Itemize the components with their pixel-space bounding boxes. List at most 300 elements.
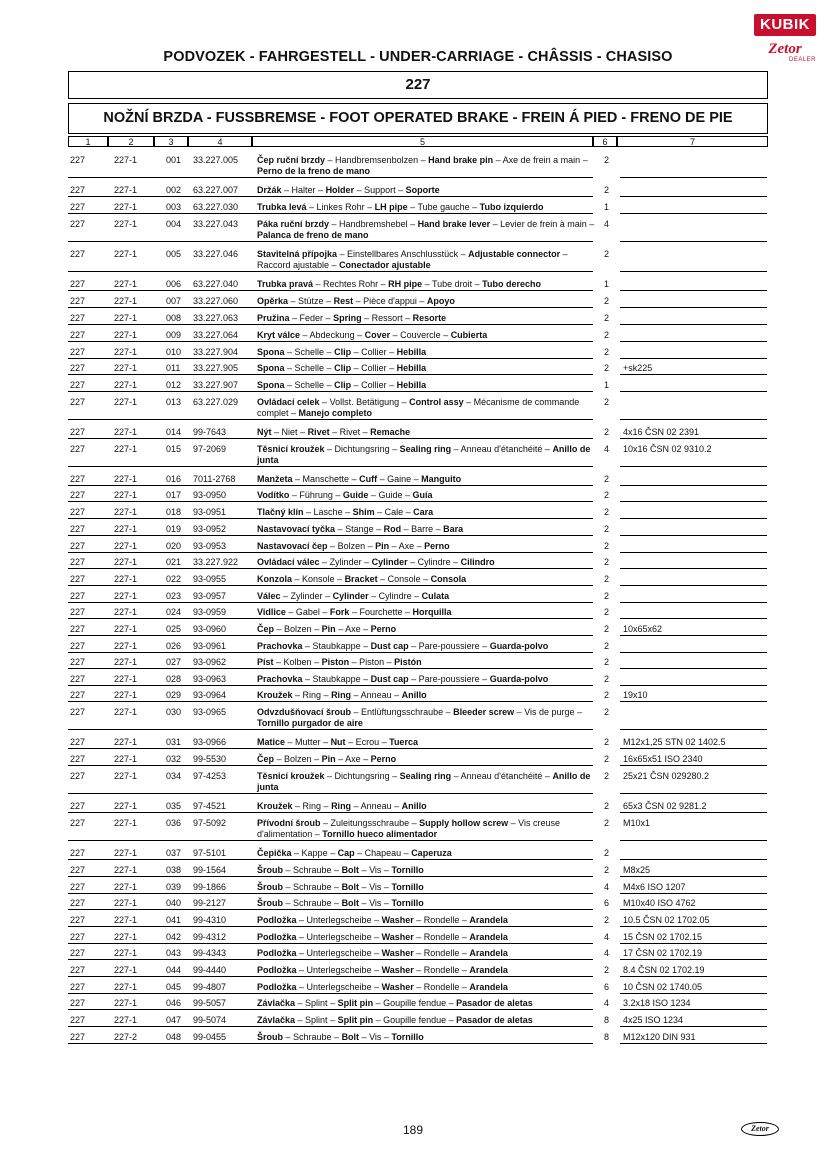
- description-4: Anneau d'étanchéité: [460, 444, 543, 454]
- description-3: Dust cap: [370, 641, 409, 651]
- quantity-cell: 2: [604, 347, 610, 357]
- description-4: Vis de purge: [524, 707, 575, 717]
- description-2: Führung: [299, 490, 333, 500]
- description-4: Anneau d'étanchéité: [460, 771, 543, 781]
- quantity-cell: 2: [604, 848, 610, 858]
- description-5: Consola: [430, 574, 467, 584]
- description-3: Bolt: [341, 898, 360, 908]
- description-1: Nastavovací tyčka: [257, 524, 336, 534]
- position-cell: 017: [166, 490, 182, 500]
- description-cell: Prachovka – Staubkappe – Dust cap – Pare-poussiere – Guarda-polvo: [257, 674, 549, 684]
- description-4: Piston: [359, 657, 385, 667]
- description-cell: Nastavovací tyčka – Stange – Rod – Barre – Bara: [257, 524, 464, 534]
- description-5: Arandela: [469, 965, 508, 975]
- row-rule: [68, 241, 593, 242]
- description-5: Remache: [370, 427, 411, 437]
- figure-cell: 227-1: [114, 427, 138, 437]
- row-rule-note: [620, 518, 767, 519]
- part-number-cell: 97-4521: [193, 801, 227, 811]
- part-number-cell: 99-5074: [193, 1015, 227, 1025]
- row-rule: [68, 840, 593, 841]
- part-number-cell: 93-0952: [193, 524, 227, 534]
- figure-cell: 227-1: [114, 347, 138, 357]
- group-cell: 227: [70, 427, 86, 437]
- description-1: Manžeta: [257, 474, 293, 484]
- description-cell: Ovládací válec – Zylinder – Cylinder – Cylindre – Cilindro: [257, 557, 495, 567]
- description-1: Přívodní šroub: [257, 818, 321, 828]
- description-2: Konsole: [302, 574, 335, 584]
- row-rule: [68, 358, 593, 359]
- description-cell: Válec – Zylinder – Cylinder – Cylindre – Culata: [257, 591, 450, 601]
- description-4: Vis: [369, 898, 382, 908]
- description-cell: Kroužek – Ring – Ring – Anneau – Anillo: [257, 801, 427, 811]
- description-4: Rondelle: [423, 915, 460, 925]
- quantity-cell: 4: [604, 219, 610, 229]
- part-number-cell: 33.227.922: [193, 557, 239, 567]
- description-4: Axe: [345, 624, 361, 634]
- row-rule: [68, 668, 593, 669]
- description-3: Split pin: [337, 998, 374, 1008]
- description-1: Pružina: [257, 313, 290, 323]
- position-cell: 005: [166, 249, 182, 259]
- row-rule: [68, 585, 593, 586]
- part-number-cell: 33.227.043: [193, 219, 239, 229]
- description-1: Podložka: [257, 915, 297, 925]
- figure-cell: 227-1: [114, 898, 138, 908]
- quantity-cell: 2: [604, 657, 610, 667]
- description-4: Couvercle: [400, 330, 441, 340]
- figure-cell: 227-1: [114, 313, 138, 323]
- description-4: Goupille fendue: [383, 998, 447, 1008]
- group-cell: 227: [70, 347, 86, 357]
- row-rule-note: [620, 812, 767, 813]
- figure-cell: 227-1: [114, 249, 138, 259]
- part-number-cell: 99-7643: [193, 427, 227, 437]
- row-rule-note: [620, 909, 767, 910]
- page-title: PODVOZEK - FAHRGESTELL - UNDER-CARRIAGE - CHÂSSIS - CHASISO: [163, 49, 673, 65]
- position-cell: 008: [166, 313, 182, 323]
- part-number-cell: 93-0960: [193, 624, 227, 634]
- quantity-cell: 2: [604, 155, 610, 165]
- position-cell: 026: [166, 641, 182, 651]
- position-cell: 021: [166, 557, 182, 567]
- row-rule: [68, 685, 593, 686]
- quantity-cell: 4: [604, 882, 610, 892]
- description-3: Bolt: [341, 882, 360, 892]
- description-cell: Spona – Schelle – Clip – Collier – Hebilla: [257, 363, 427, 373]
- description-cell: Spona – Schelle – Clip – Collier – Hebilla: [257, 347, 427, 357]
- description-3: Dust cap: [370, 674, 409, 684]
- row-rule: [68, 568, 593, 569]
- row-rule: [68, 943, 593, 944]
- description-1: Závlačka: [257, 1015, 296, 1025]
- description-1: Nastavovací čep: [257, 541, 328, 551]
- description-4: Anneau: [360, 690, 392, 700]
- position-cell: 019: [166, 524, 182, 534]
- description-cell: Pružina – Feder – Spring – Ressort – Resorte: [257, 313, 447, 323]
- description-5: Perno: [370, 624, 397, 634]
- description-1: Vodítko: [257, 490, 290, 500]
- figure-cell: 227-1: [114, 202, 138, 212]
- description-cell: Odvzdušňovací šroub – Entlüftungsschraube – Bleeder screw – Vis de purge – Tornillo purgador de aire: [257, 707, 583, 728]
- description-5: Tornillo hueco alimentador: [322, 828, 438, 839]
- description-5: Resorte: [412, 313, 447, 323]
- description-5: Tuerca: [389, 737, 418, 747]
- description-5: Cara: [413, 507, 434, 517]
- part-number-cell: 97-5101: [193, 848, 227, 858]
- note-cell: 4x16 ČSN 02 2391: [623, 427, 700, 437]
- part-number-cell: 93-0950: [193, 490, 227, 500]
- figure-cell: 227-1: [114, 185, 138, 195]
- row-rule-note: [620, 419, 767, 420]
- position-cell: 014: [166, 427, 182, 437]
- description-2: Staubkappe: [312, 641, 361, 651]
- description-4: Rondelle: [423, 982, 460, 992]
- quantity-cell: 8: [604, 1032, 610, 1042]
- group-cell: 227: [70, 507, 86, 517]
- position-cell: 046: [166, 998, 182, 1008]
- description-4: Collier: [361, 347, 387, 357]
- figure-cell: 227-1: [114, 591, 138, 601]
- description-5: Anillo: [401, 690, 427, 700]
- part-number-cell: 93-0962: [193, 657, 227, 667]
- row-rule: [68, 485, 593, 486]
- description-2: Schelle: [294, 380, 325, 390]
- description-3: Hand brake lever: [417, 219, 491, 229]
- description-1: Píst: [257, 657, 274, 667]
- description-5: Tornillo purgador de aire: [257, 717, 363, 728]
- description-4: Guide: [378, 490, 403, 500]
- description-1: Kroužek: [257, 801, 293, 811]
- description-1: Matice: [257, 737, 286, 747]
- description-cell: Závlačka – Splint – Split pin – Goupille fendue – Pasador de aletas: [257, 998, 533, 1008]
- description-1: Šroub: [257, 1032, 283, 1042]
- group-cell: 227: [70, 982, 86, 992]
- description-2: Einstellbares Anschlusstück: [347, 249, 459, 259]
- description-5: Perno de la freno de mano: [257, 165, 371, 176]
- group-cell: 227: [70, 848, 86, 858]
- description-4: Axe de frein a main: [502, 155, 581, 165]
- row-rule-note: [620, 685, 767, 686]
- group-cell: 227: [70, 1015, 86, 1025]
- note-cell: 3.2x18 ISO 1234: [623, 998, 691, 1008]
- row-rule: [68, 859, 593, 860]
- position-cell: 031: [166, 737, 182, 747]
- group-cell: 227: [70, 296, 86, 306]
- row-rule: [68, 535, 593, 536]
- description-3: Bleeder screw: [453, 707, 515, 717]
- description-cell: Čep – Bolzen – Pin – Axe – Perno: [257, 754, 397, 764]
- position-cell: 010: [166, 347, 182, 357]
- description-4: Rondelle: [423, 965, 460, 975]
- description-4: Levier de frein à main: [500, 219, 587, 229]
- description-1: Konzola: [257, 574, 292, 584]
- description-4: Vis creuse d'alimentation: [257, 818, 560, 839]
- position-cell: 004: [166, 219, 182, 229]
- row-rule-note: [620, 618, 767, 619]
- part-number-cell: 33.227.904: [193, 347, 239, 357]
- position-cell: 022: [166, 574, 182, 584]
- description-1: Podložka: [257, 932, 297, 942]
- description-cell: Šroub – Schraube – Bolt – Vis – Tornillo: [257, 865, 424, 875]
- position-cell: 015: [166, 444, 182, 454]
- description-cell: Těsnicí kroužek – Dichtungsring – Sealing ring – Anneau d'étanchéité – Anillo de junta: [257, 444, 591, 465]
- description-3: Adjustable connector: [468, 249, 561, 259]
- note-cell: M12x1,25 STN 02 1402.5: [623, 737, 726, 747]
- description-1: Prachovka: [257, 674, 303, 684]
- description-5: Anillo de junta: [257, 444, 591, 465]
- row-rule: [68, 748, 593, 749]
- row-rule: [68, 959, 593, 960]
- description-3: Cuff: [359, 474, 378, 484]
- row-rule-note: [620, 485, 767, 486]
- part-number-cell: 93-0963: [193, 674, 227, 684]
- description-5: Culata: [421, 591, 450, 601]
- description-3: Supply hollow screw: [419, 818, 509, 828]
- description-5: Pistón: [394, 657, 422, 667]
- position-cell: 024: [166, 607, 182, 617]
- description-2: Abdeckung: [309, 330, 355, 340]
- description-2: Schelle: [294, 363, 325, 373]
- logo-dealer: DEALER: [788, 57, 816, 63]
- figure-cell: 227-1: [114, 397, 138, 407]
- description-2: Splint: [305, 1015, 328, 1025]
- group-cell: 227: [70, 541, 86, 551]
- description-cell: Trubka pravá – Rechtes Rohr – RH pipe – Tube droit – Tubo derecho: [257, 279, 542, 289]
- description-cell: Nastavovací čep – Bolzen – Pin – Axe – Perno: [257, 541, 450, 551]
- part-number-cell: 33.227.063: [193, 313, 239, 323]
- position-cell: 039: [166, 882, 182, 892]
- figure-cell: 227-1: [114, 915, 138, 925]
- row-rule: [68, 501, 593, 502]
- note-cell: 10.5 ČSN 02 1702.05: [623, 915, 710, 925]
- group-cell: 227: [70, 397, 86, 407]
- part-number-cell: 33.227.005: [193, 155, 239, 165]
- description-1: Ovládací celek: [257, 397, 320, 407]
- part-number-cell: 93-0964: [193, 690, 227, 700]
- row-rule-note: [620, 840, 767, 841]
- figure-cell: 227-1: [114, 965, 138, 975]
- description-3: Control assy: [409, 397, 464, 407]
- quantity-cell: 2: [604, 524, 610, 534]
- description-2: Unterlegscheibe: [306, 915, 372, 925]
- description-1: Tlačný klín: [257, 507, 304, 517]
- figure-cell: 227-1: [114, 1015, 138, 1025]
- description-1: Prachovka: [257, 641, 303, 651]
- description-5: Anillo de junta: [257, 771, 591, 792]
- row-rule-note: [620, 535, 767, 536]
- group-cell: 227: [70, 818, 86, 828]
- position-cell: 009: [166, 330, 182, 340]
- position-cell: 040: [166, 898, 182, 908]
- quantity-cell: 1: [604, 279, 610, 289]
- group-cell: 227: [70, 657, 86, 667]
- description-5: Tornillo: [391, 898, 424, 908]
- part-number-cell: 33.227.060: [193, 296, 239, 306]
- description-3: Rivet: [307, 427, 330, 437]
- description-cell: Šroub – Schraube – Bolt – Vis – Tornillo: [257, 882, 424, 892]
- row-rule: [68, 307, 593, 308]
- quantity-cell: 2: [604, 313, 610, 323]
- description-3: Shim: [352, 507, 375, 517]
- description-3: Cylinder: [332, 591, 369, 601]
- row-rule: [68, 374, 593, 375]
- note-cell: M4x6 ISO 1207: [623, 882, 686, 892]
- description-5: Arandela: [469, 948, 508, 958]
- description-cell: Čep ruční brzdy – Handbremsenbolzen – Hand brake pin – Axe de frein a main – Perno de la freno de mano: [257, 155, 588, 176]
- part-number-cell: 99-4310: [193, 915, 227, 925]
- description-1: Válec: [257, 591, 281, 601]
- description-1: Podložka: [257, 982, 297, 992]
- description-5: Perno: [424, 541, 450, 551]
- part-number-cell: 99-4807: [193, 982, 227, 992]
- figure-cell: 227-1: [114, 948, 138, 958]
- row-rule-note: [620, 943, 767, 944]
- row-rule-note: [620, 466, 767, 467]
- description-1: Kryt válce: [257, 330, 301, 340]
- figure-cell: 227-1: [114, 882, 138, 892]
- row-rule: [68, 271, 593, 272]
- description-5: Hebilla: [396, 363, 427, 373]
- description-4: Fourchette: [359, 607, 403, 617]
- description-cell: Matice – Mutter – Nut – Ecrou – Tuerca: [257, 737, 418, 747]
- position-cell: 032: [166, 754, 182, 764]
- row-rule: [68, 876, 593, 877]
- description-3: Washer: [381, 915, 414, 925]
- part-number-cell: 93-0957: [193, 591, 227, 601]
- description-5: Pasador de aletas: [456, 1015, 533, 1025]
- row-rule-note: [620, 1043, 767, 1044]
- figure-cell: 227-2: [114, 1032, 138, 1042]
- quantity-cell: 2: [604, 865, 610, 875]
- row-rule-note: [620, 859, 767, 860]
- row-rule: [68, 909, 593, 910]
- row-rule-note: [620, 391, 767, 392]
- description-3: Washer: [381, 982, 414, 992]
- quantity-cell: 2: [604, 641, 610, 651]
- description-2: Dichtungsring: [334, 771, 390, 781]
- description-5: Cilindro: [460, 557, 495, 567]
- part-number-cell: 99-1866: [193, 882, 227, 892]
- description-2: Niet: [281, 427, 298, 437]
- description-2: Handbremsenbolzen: [335, 155, 419, 165]
- group-cell: 227: [70, 557, 86, 567]
- description-1: Trubka pravá: [257, 279, 314, 289]
- row-rule: [68, 290, 593, 291]
- quantity-cell: 2: [604, 249, 610, 259]
- description-3: Washer: [381, 932, 414, 942]
- group-cell: 227: [70, 1032, 86, 1042]
- description-4: Pièce d'appui: [363, 296, 417, 306]
- description-1: Šroub: [257, 882, 283, 892]
- description-3: LH pipe: [374, 202, 408, 212]
- part-number-cell: 97-5092: [193, 818, 227, 828]
- quantity-cell: 2: [604, 771, 610, 781]
- part-number-cell: 99-4312: [193, 932, 227, 942]
- note-cell: 16x65x51 ISO 2340: [623, 754, 703, 764]
- description-cell: Podložka – Unterlegscheibe – Washer – Rondelle – Arandela: [257, 948, 508, 958]
- description-2: Splint: [305, 998, 328, 1008]
- part-number-cell: 33.227.064: [193, 330, 239, 340]
- position-cell: 001: [166, 155, 182, 165]
- group-cell: 227: [70, 202, 86, 212]
- row-rule-note: [620, 501, 767, 502]
- description-2: Zylinder: [290, 591, 323, 601]
- description-4: Pare-poussiere: [418, 641, 480, 651]
- quantity-cell: 2: [604, 507, 610, 517]
- description-2: Zuleitungsschraube: [330, 818, 410, 828]
- description-3: Pin: [321, 624, 336, 634]
- description-cell: Spona – Schelle – Clip – Collier – Hebilla: [257, 380, 427, 390]
- description-2: Handbremshebel: [339, 219, 408, 229]
- row-rule-note: [620, 438, 767, 439]
- description-2: Unterlegscheibe: [306, 982, 372, 992]
- description-cell: Tlačný klín – Lasche – Shim – Cale – Cara: [257, 507, 434, 517]
- description-2: Stütze: [298, 296, 324, 306]
- group-cell: 227: [70, 524, 86, 534]
- description-5: Guarda-polvo: [489, 674, 549, 684]
- figure-cell: 227-1: [114, 474, 138, 484]
- row-rule: [68, 652, 593, 653]
- description-5: Soporte: [405, 185, 440, 195]
- row-rule: [68, 812, 593, 813]
- quantity-cell: 2: [604, 801, 610, 811]
- part-number-cell: 93-0955: [193, 574, 227, 584]
- position-cell: 025: [166, 624, 182, 634]
- note-cell: M10x1: [623, 818, 651, 828]
- description-4: Tube droit: [431, 279, 473, 289]
- group-cell: 227: [70, 948, 86, 958]
- description-1: Odvzdušňovací šroub: [257, 707, 352, 717]
- position-cell: 044: [166, 965, 182, 975]
- position-cell: 042: [166, 932, 182, 942]
- group-cell: 227: [70, 915, 86, 925]
- figure-cell: 227-1: [114, 541, 138, 551]
- row-rule-note: [620, 290, 767, 291]
- group-cell: 227: [70, 219, 86, 229]
- group-cell: 227: [70, 865, 86, 875]
- description-2: Schelle: [294, 347, 325, 357]
- description-1: Podložka: [257, 965, 297, 975]
- description-cell: Konzola – Konsole – Bracket – Console – Consola: [257, 574, 467, 584]
- group-cell: 227: [70, 490, 86, 500]
- group-cell: 227: [70, 882, 86, 892]
- description-5: Hebilla: [396, 380, 427, 390]
- description-3: Guide: [342, 490, 369, 500]
- part-number-cell: 33.227.907: [193, 380, 239, 390]
- description-5: Manguito: [421, 474, 462, 484]
- position-cell: 037: [166, 848, 182, 858]
- description-3: Rod: [383, 524, 402, 534]
- part-number-cell: 93-0951: [193, 507, 227, 517]
- figure-cell: 227-1: [114, 707, 138, 717]
- row-rule-note: [620, 241, 767, 242]
- description-2: Ring: [302, 690, 322, 700]
- description-1: Ovládací válec: [257, 557, 320, 567]
- description-3: RH pipe: [388, 279, 423, 289]
- figure-cell: 227-1: [114, 932, 138, 942]
- row-rule: [68, 618, 593, 619]
- note-cell: 19x10: [623, 690, 648, 700]
- row-rule: [68, 391, 593, 392]
- description-3: Bracket: [344, 574, 378, 584]
- description-1: Těsnicí kroužek: [257, 771, 325, 781]
- description-5: Guía: [412, 490, 433, 500]
- position-cell: 035: [166, 801, 182, 811]
- quantity-cell: 2: [604, 490, 610, 500]
- description-2: Schraube: [293, 1032, 332, 1042]
- figure-cell: 227-1: [114, 690, 138, 700]
